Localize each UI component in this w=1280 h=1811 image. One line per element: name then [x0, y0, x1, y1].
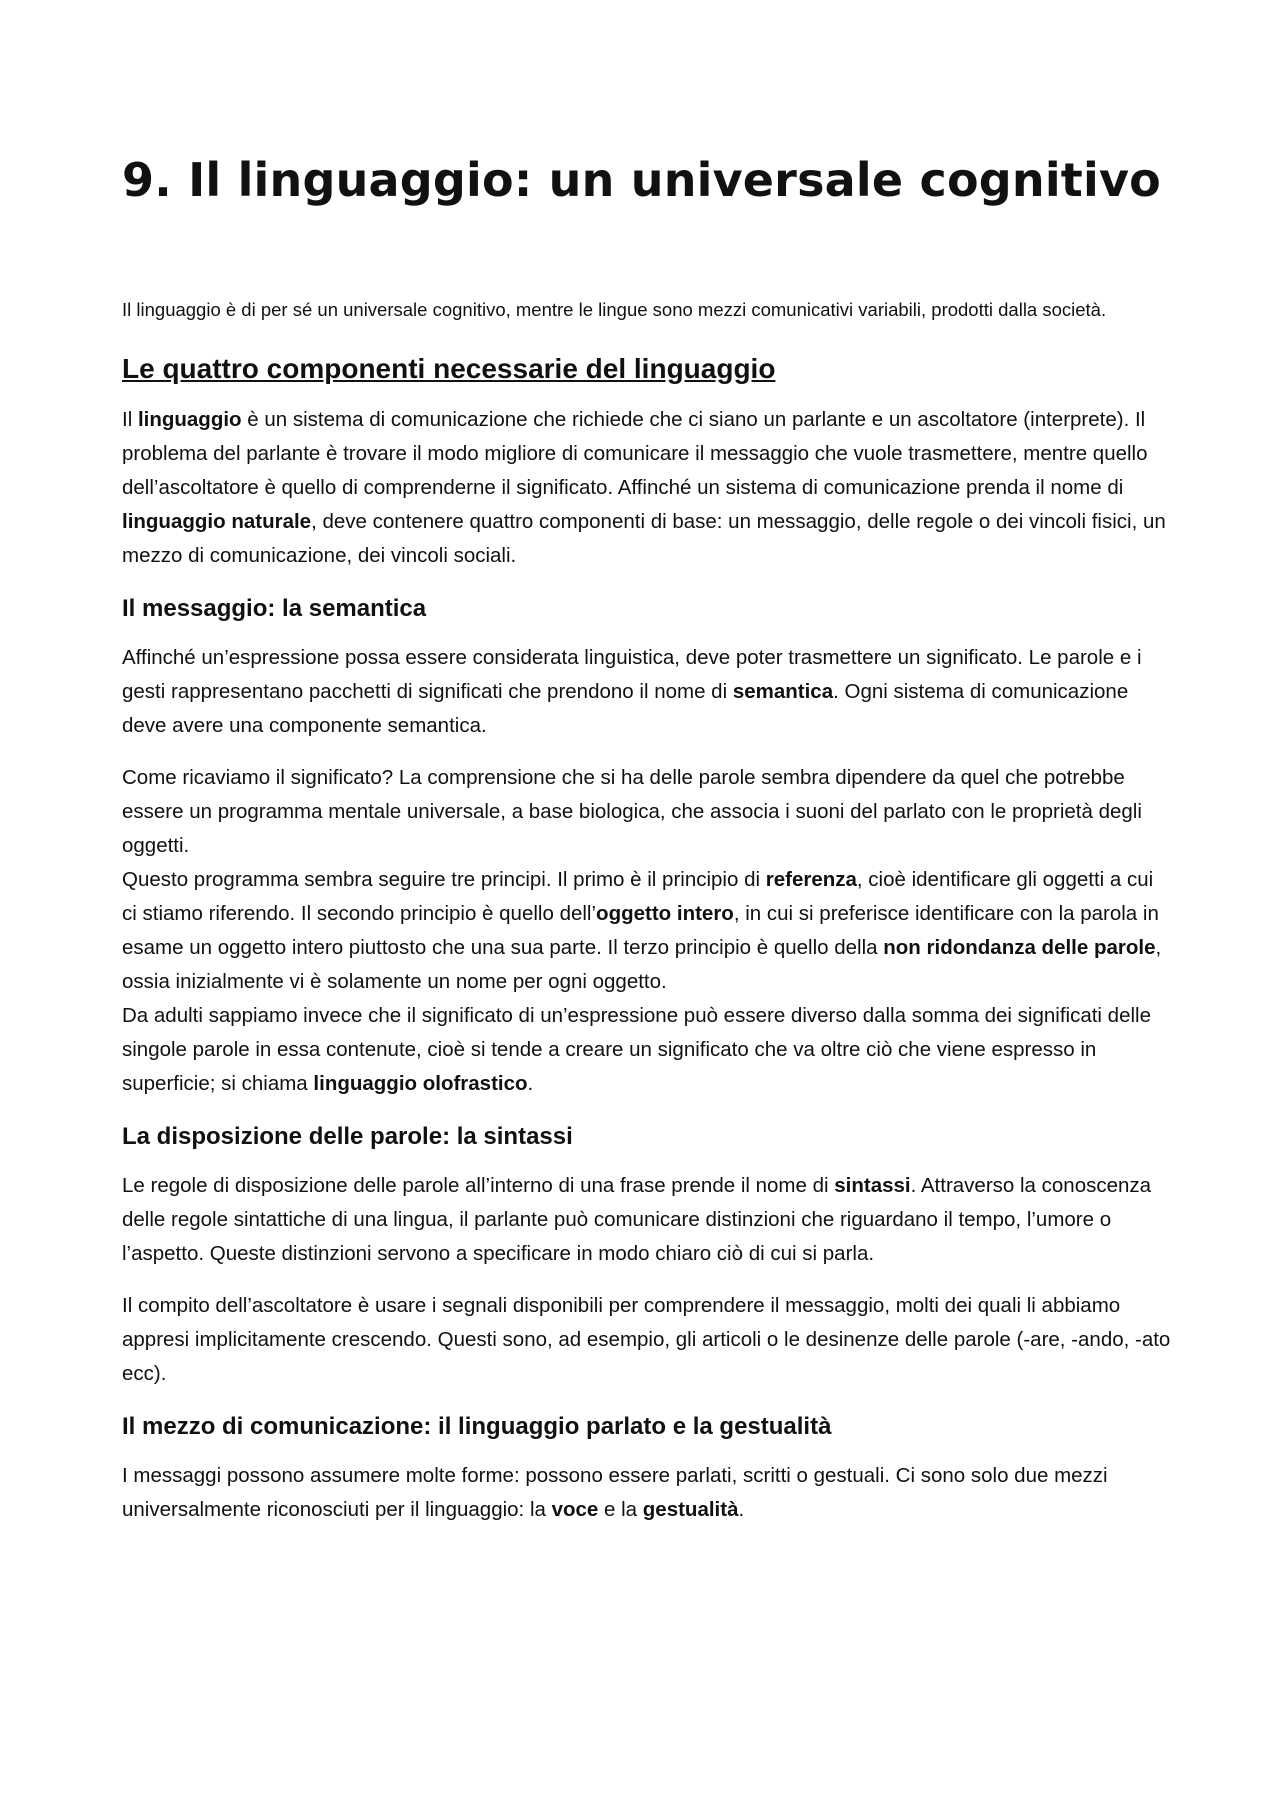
section-heading-components: Le quattro componenti necessarie del linguaggio: [122, 353, 776, 384]
document-body: [122, 150, 1172, 1545]
paragraph-syntax-1: Le regole di disposizione delle parole all’interno di una frase prende il nome di sintassi. Attraverso la conoscenza delle regole sintattiche di una lingua, il parlante può comunicare distinzioni che riguardano il tempo, l’umore o l’aspetto. Queste distinzioni servono a specificare in modo chiaro ciò di cui si parla.: [122, 1174, 1152, 1265]
paragraph-medium: I messaggi possono assumere molte forme: possono essere parlati, scritti o gestuali. Ci sono solo due mezzi universalmente riconosciuti per il linguaggio: la voce e la gestualità.: [122, 1464, 1108, 1521]
paragraph-syntax-2: Il compito dell’ascoltatore è usare i segnali disponibili per comprendere il messaggio, molti dei quali li abbiamo appresi implicitamente crescendo. Questi sono, ad esempio, gli articoli o le desinenze delle parole (-are, -ando, -ato ecc).: [122, 1294, 1171, 1385]
subheading-syntax: La disposizione delle parole: la sintassi: [122, 1123, 573, 1150]
page-title: 9. Il linguaggio: un universale cognitivo: [122, 153, 1161, 207]
subheading-medium: Il mezzo di comunicazione: il linguaggio parlato e la gestualità: [122, 1413, 832, 1440]
paragraph-semantics-2: Come ricaviamo il significato? La comprensione che si ha delle parole sembra dipendere da quel che potrebbe essere un programma mentale universale, a base biologica, che associa i suoni del parlato con le proprietà degli oggetti. Questo programma sembra seguire tre principi. Il primo è il principio di referenza, cioè identificare gli oggetti a cui ci stiamo riferendo. Il secondo principio è quello dell’oggetto intero, in cui si preferisce identificare con la parola in esame un oggetto intero piuttosto che una sua parte. Il terzo principio è quello della non ridondanza delle parole, ossia inizialmente vi è solamente un nome per ogni oggetto. Da adulti sappiamo invece che il significato di un’espressione può essere diverso dalla somma dei significati delle singole parole in essa contenute, cioè si tende a creare un significato che va oltre ciò che viene espresso in superficie; si chiama linguaggio olofrastico.: [122, 766, 1162, 1095]
paragraph-semantics-1: Affinché un’espressione possa essere considerata linguistica, deve poter trasmettere un significato. Le parole e i gesti rappresentano pacchetti di significati che prendono il nome di semantica. Ogni sistema di comunicazione deve avere una componente semantica.: [122, 646, 1142, 737]
intro-paragraph: Il linguaggio è di per sé un universale cognitivo, mentre le lingue sono mezzi comunicativi variabili, prodotti dalla società.: [122, 299, 1107, 320]
paragraph-components: Il linguaggio è un sistema di comunicazione che richiede che ci siano un parlante e un ascoltatore (interprete). Il problema del parlante è trovare il modo migliore di comunicare il messaggio che vuole trasmettere, mentre quello dell’ascoltatore è quello di comprenderne il significato. Affinché un sistema di comunicazione prenda il nome di linguaggio naturale, deve contenere quattro componenti di base: un messaggio, delle regole o dei vincoli fisici, un mezzo di comunicazione, dei vincoli sociali.: [122, 408, 1166, 567]
subheading-semantics: Il messaggio: la semantica: [122, 595, 427, 622]
